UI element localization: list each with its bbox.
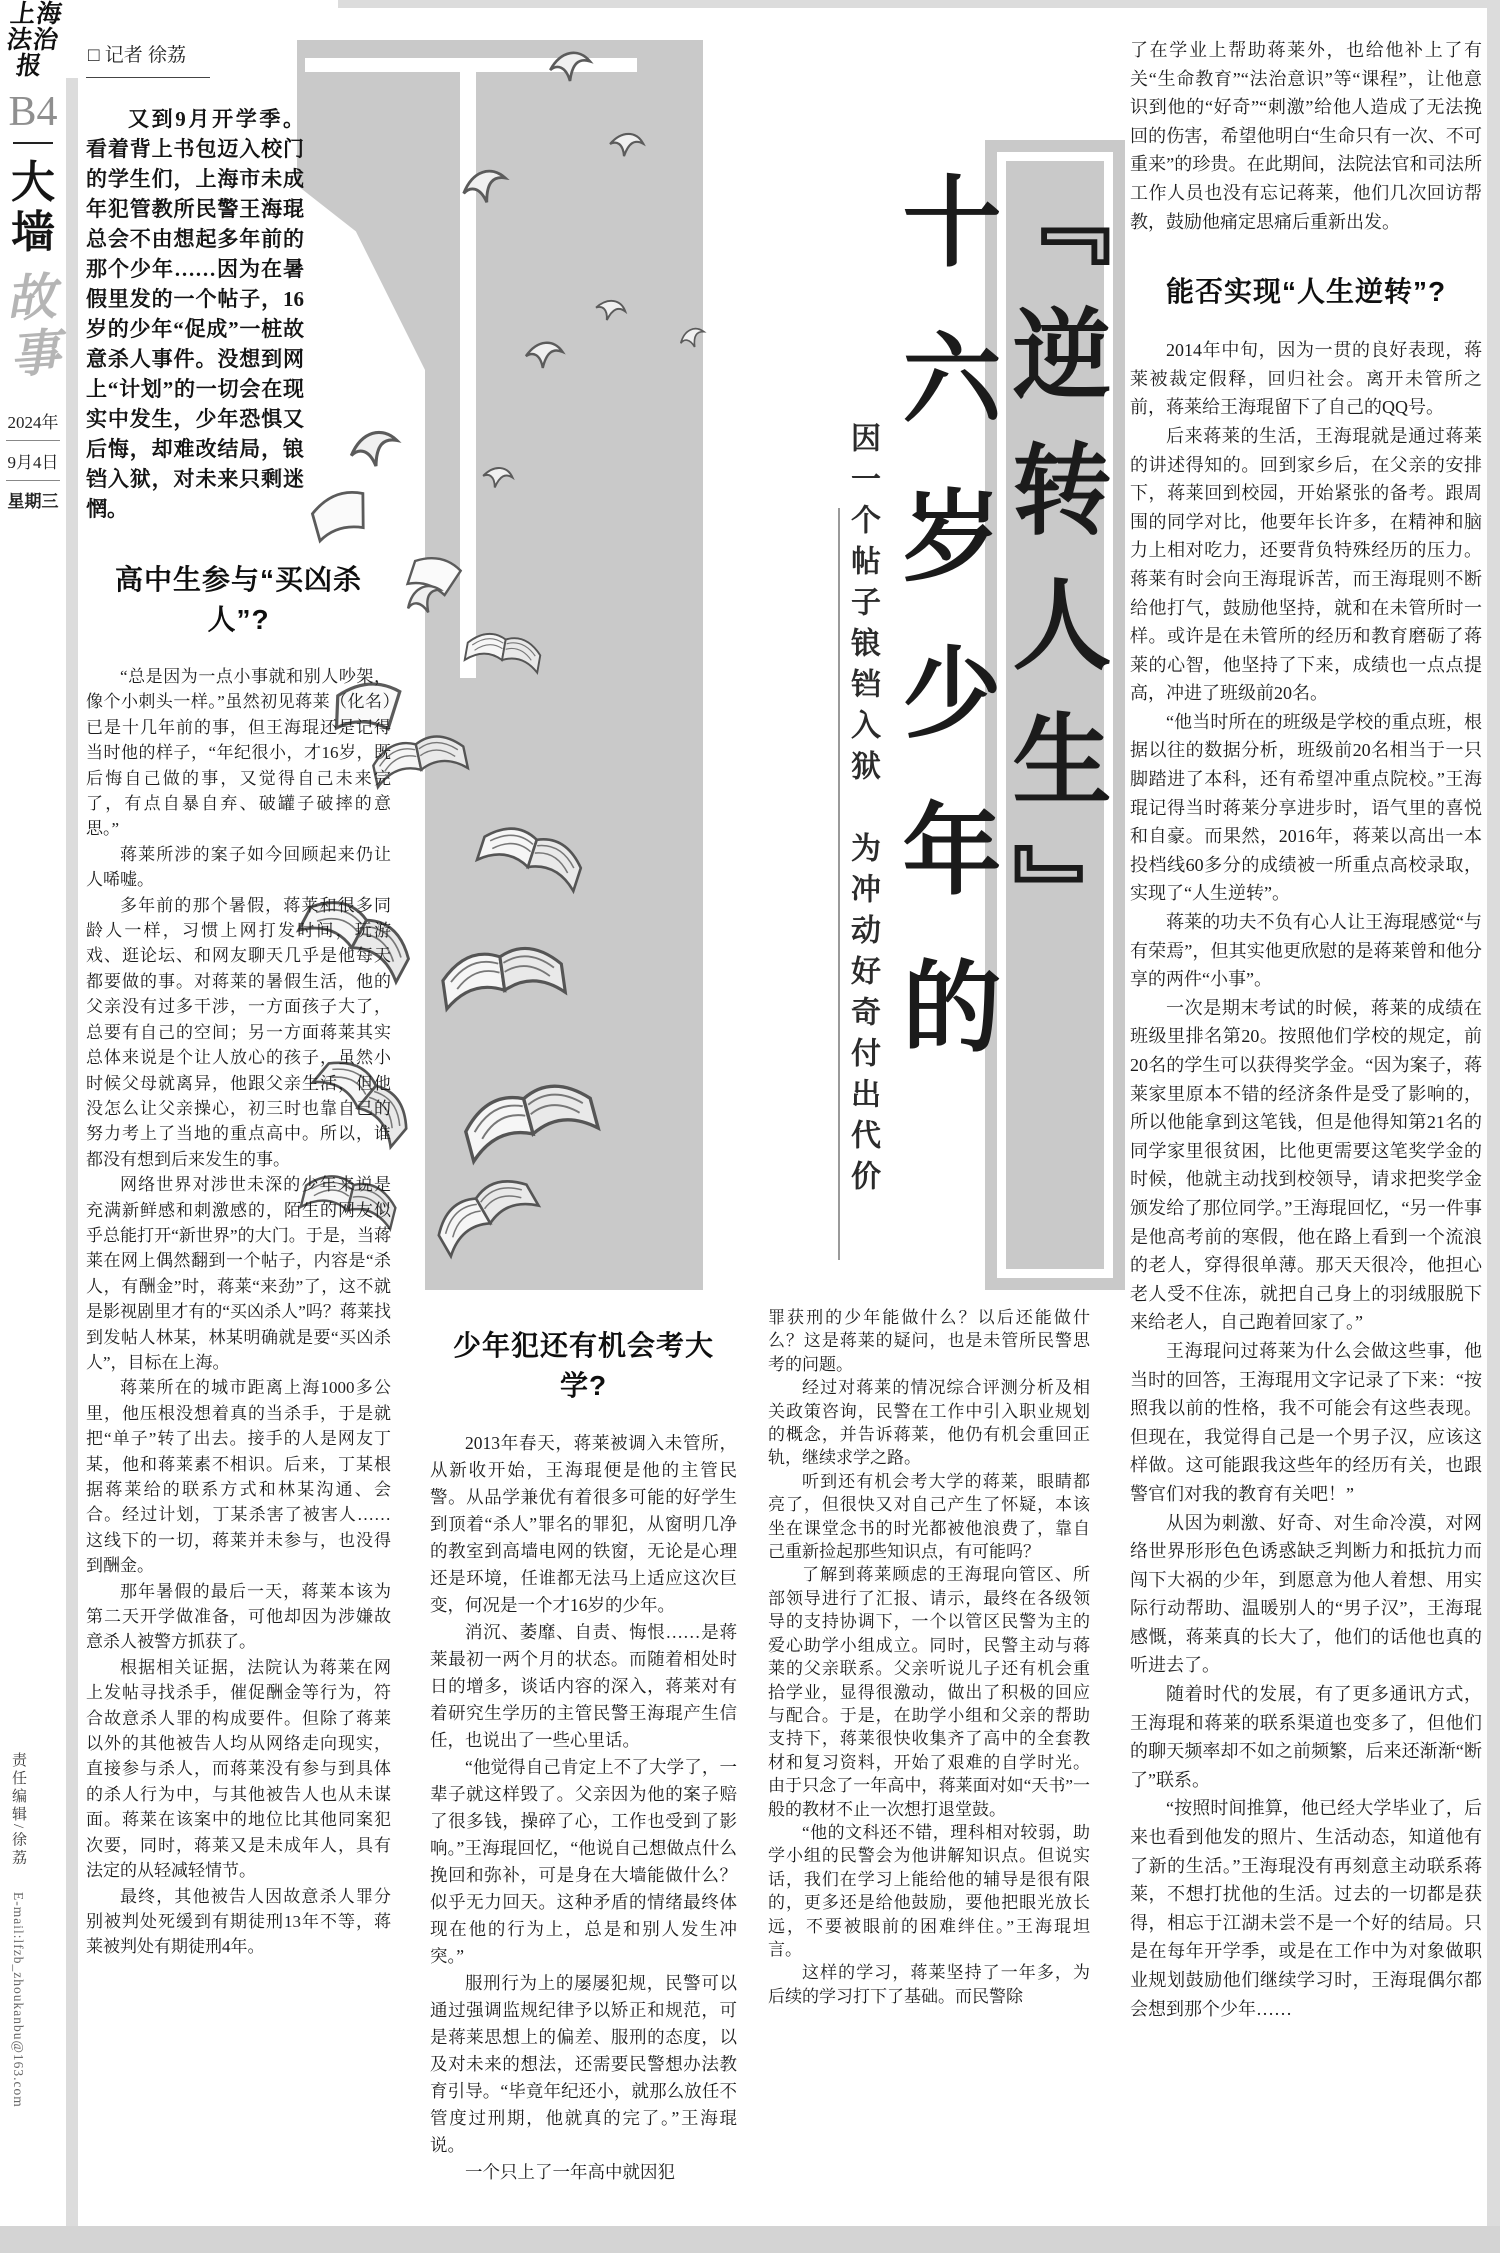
- page-edge-bottom: [0, 2226, 1500, 2253]
- paragraph: 了解到蒋莱顾虑的王海琨向管区、所部领导进行了汇报、请示，最终在各级领导的支持协调下，一个以管区民警为主的爱心助学小组成立。同时，民警主动与蒋莱的父亲联系。父亲听说儿子还有机会重拾学业，显得很激动，做出了积极的回应与配合。于是，在助学小组和父亲的帮助支持下，蒋莱很快收集齐了高中的全套教材和复习资料，开始了艰难的自学时光。由于只念了一年高中，蒋莱面对如“天书”一般的教材不止一次想打退堂鼓。: [768, 1565, 1090, 1819]
- paragraph: 蒋莱的功夫不负有心人让王海琨感觉“与有荣焉”，但其实他更欣慰的是蒋莱曾和他分享的两件“小事”。: [1130, 912, 1482, 990]
- date-year: 2024年: [7, 413, 59, 432]
- column-2: [430, 1306, 737, 2230]
- paragraph: 后来蒋莱的生活，王海琨就是通过蒋莱的讲述得知的。回到家乡后，在父亲的安排下，蒋莱回到校园，开始紧张的备考。跟周围的同学对比，他要年长许多，在精神和脑力上相对吃力，还要背负特殊经历的压力。蒋莱有时会向王海琨诉苦，而王海琨则不断给他打气，鼓励他坚持，就和在未管所时一样。或许是在未管所的经历和教育磨砺了蒋莱的心智，他坚持了下来，成绩也一点点提高，冲进了班级前20名。: [1130, 425, 1482, 704]
- paragraph: 2014年中旬，因为一贯的良好表现，蒋莱被裁定假释，回归社会。离开未管所之前，蒋莱给王海琨留下了自己的QQ号。: [1130, 340, 1482, 418]
- date-day: 9月4日: [7, 453, 59, 472]
- paragraph: 消沉、萎靡、自责、悔恨……是蒋莱最初一两个月的状态。而随着相处时日的增多，谈话内容的深入，蒋莱对有着研究生学历的主管民警王海琨产生信任，也说出了一些心里话。: [430, 1622, 737, 1750]
- paragraph: 罪获刑的少年能做什么？以后还能做什么？这是蒋莱的疑问，也是未管所民警思考的问题。: [768, 1308, 1090, 1374]
- weekday: 星期三: [7, 492, 59, 511]
- paragraph: 蒋莱所在的城市距离上海1000多公里，他压根没想着真的当杀手，于是就把“单子”转了出去。接手的人是网友丁某，他和蒋莱素不相识。后来，丁某根据蒋莱给的联系方式和林某沟通、会合。经过计划，丁某杀害了被害人……这线下的一切，蒋莱并未参与，也没得到酬金。: [86, 1378, 391, 1576]
- paragraph: 随着时代的发展，有了更多通讯方式，王海琨和蒋莱的联系渠道也变多了，但他们的聊天频率却不如之前频繁，后来还渐渐“断了”联系。: [1130, 1684, 1482, 1790]
- date-rule: [6, 440, 60, 441]
- paragraph: “他的文科还不错，理科相对较弱，助学小组的民警会为他讲解知识点。但说实话，我们在学习上能给他的辅导是很有限的，更多还是给他鼓励，要他把眼光放长远，不要被眼前的困难绊住。”王海琨坦言。: [768, 1822, 1090, 1959]
- editor-credit: 责任编辑/徐荔: [10, 1752, 26, 1868]
- paragraph: 多年前的那个暑假，蒋莱和很多同龄人一样，习惯上网打发时间，玩游戏、逛论坛、和网友聊天几乎是他每天都要做的事。对蒋莱的暑假生活，他的父亲没有过多干涉，一方面孩子大了，总要有自己的空间；另一方面蒋莱其实总体来说是个让人放心的孩子，虽然小时候父母就离异，他跟父亲生活，但他没怎么让父亲操心，初三时也靠自己的努力考上了当地的重点高中。所以，谁都没有想到后来发生的事。: [86, 895, 391, 1169]
- section-title-script: 故事: [4, 268, 62, 384]
- paragraph: 网络世界对涉世未深的少年来说是充满新鲜感和刺激感的，陌生的网友似乎总能打开“新世界”的大门。于是，当蒋莱在网上偶然翻到一个帖子，内容是“杀人，有酬金”时，蒋莱“来劲”了，这不就是影视剧里才有的“买凶杀人”吗？蒋莱找到发帖人林某，林某明确就是要“买凶杀人”，目标在上海。: [86, 1175, 391, 1372]
- paragraph: 2013年春天，蒋莱被调入未管所，从新收开始，王海琨便是他的主管民警。从品学兼优有着很多可能的好学生到顶着“杀人”罪名的罪犯，从窗明几净的教室到高墙电网的铁窗，无论是心理还是环境，任谁都无法马上适应这次巨变，何况是一个才16岁的少年。: [430, 1433, 737, 1615]
- paragraph: 服刑行为上的屡屡犯规，民警可以通过强调监规纪律予以矫正和规范，可是蒋莱思想上的偏差、服刑的态度，以及对未来的想法，还需要民警想办法教育引导。“毕竟年纪还小，就那么放任不管度过刑期，他就真的完了。”王海琨说。: [430, 1973, 737, 2155]
- editor-email: E-mail:lfzb_zhoukanbu@163.com: [11, 1891, 26, 2108]
- column-3: [768, 1306, 1090, 2230]
- paragraph: “他觉得自己肯定上不了大学了，一辈子就这样毁了。父亲因为他的案子赔了很多钱，操碎了心，工作也受到了影响。”王海琨回忆，“他说自己想做点什么挽回和弥补，可是身在大墙能做什么？似乎无力回天。这种矛盾的情绪最终体现在他的行为上，总是和别人发生冲突。”: [430, 1757, 737, 1966]
- paragraph: 听到还有机会考大学的蒋莱，眼睛都亮了，但很快又对自己产生了怀疑，本该坐在课堂念书的时光都被他浪费了，靠自己重新捡起那些知识点，有可能吗？: [768, 1471, 1090, 1562]
- paragraph: 蒋莱所涉的案子如今回顾起来仍让人唏嘘。: [86, 844, 391, 890]
- paragraph: “他当时所在的班级是学校的重点班，根据以往的数据分析，班级前20名相当于一只脚踏进了本科，还有希望冲重点院校。”王海琨记得当时蒋莱分享进步时，语气里的喜悦和自豪。而果然，2016年，蒋莱以高出一本投档线60多分的成绩被一所重点高校录取，实现了“人生逆转”。: [1130, 711, 1482, 904]
- date-block: [0, 404, 66, 512]
- date-rule: [6, 480, 60, 481]
- byline: □ 记者 徐荔: [86, 36, 210, 78]
- section3-heading: 能否实现“人生逆转”?: [1165, 276, 1447, 308]
- paragraph: 根据相关证据，法院认为蒋莱在网上发帖寻找杀手，催促酬金等行为，符合故意杀人罪的构成要件。但除了蒋莱以外的其他被告人均从网络走向现实，直接参与杀人，而蒋莱没有参与到具体的杀人行为中，与其他被告人也从未谋面。蒋莱在该案中的地位比其他同案犯次要，同时，蒋莱又是未成年人，具有法定的从轻减轻情节。: [86, 1657, 391, 1881]
- column-1: [86, 36, 391, 2031]
- headline-main-top: 十六岁少年的: [888, 170, 997, 1112]
- paper-logo: 上海法治报: [5, 1, 65, 80]
- paragraph: 这样的学习，蒋莱坚持了一年多，为后续的学习打下了基础。而民警除: [768, 1963, 1090, 2006]
- paragraph: 王海琨问过蒋莱为什么会做这些事，他当时的回答，王海琨用文字记录了下来：“按照我以前的性格，我不可能会有这些表现。但现在，我觉得自己是一个男子汉，应该这样做。这可能跟我这些年的经历有关，也跟警官们对我的教育有关吧！”: [1130, 1340, 1482, 1504]
- paragraph: 经过对蒋莱的情况综合评测分析及相关政策咨询，民警在工作中引入职业规划的概念，并告诉蒋莱，他仍有机会重回正轨，继续求学之路。: [768, 1378, 1090, 1468]
- lead-paragraph: 又到9月开学季。看着背上书包迈入校门的学生们，上海市未成年犯管教所民警王海琨总会不由想起多年前的那个少年……因为在暑假里发的一个帖子，16岁的少年“促成”一桩故意杀人事件。没想到网上“计划”的一切会在现实中发生，少年恐惧又后悔，却难改结局，锒铛入狱，对未来只剩迷惘。: [86, 107, 304, 521]
- paragraph: “按照时间推算，他已经大学毕业了，后来也看到他发的照片、生活动态，知道他有了新的生活。”王海琨没有再刻意主动联系蒋莱，不想打扰他的生活。过去的一切都是获得，相忘于江湖未尝不是一个好的结局。只是在每年开学季，或是在工作中为对象做职业规划鼓励他们继续学习时，王海琨偶尔都会想到那个少年……: [1130, 1798, 1482, 2019]
- paragraph: “总是因为一点小事就和别人吵架，像个小刺头一样。”虽然初见蒋莱（化名）已是十几年前的事，但王海琨还是记得当时他的样子，“年纪很小，才16岁，既后悔自己做的事，又觉得自己未来完了，有点自暴自弃、破罐子破摔的意思。”: [86, 667, 391, 839]
- page-number: B4: [8, 89, 58, 135]
- section-title: 大墙: [11, 158, 55, 257]
- paragraph: 一个只上了一年高中就因犯: [465, 2162, 675, 2182]
- paragraph: 那年暑假的最后一天，蒋莱本该为第二天开学做准备，可他却因为涉嫌故意杀人被警方抓获了。: [86, 1581, 391, 1652]
- paragraph: 一次是期末考试的时候，蒋莱的成绩在班级里排名第20。按照他们学校的规定，前20名的学生可以获得奖学金。“因为案子，蒋莱家里原本不错的经济条件是受了影响的，所以他能拿到这笔钱，但是他得知第21名的同学家里很贫困，比他更需要这笔奖学金的时候，他就主动找到校领导，请求把奖学金颁发给了那位同学。”王海琨回忆，“另一件事是他高考前的寒假，他在路上看到一个流浪的老人，穿得很单薄。那天天很冷，他担心老人受不住冻，就把自己身上的羽绒服脱下来给老人，自己跑着回家了。”: [1130, 997, 1482, 1333]
- masthead: [0, 0, 66, 512]
- section1-heading: 高中生参与“买凶杀人”?: [114, 564, 362, 635]
- paragraph: 了在学业上帮助蒋莱外，也给他补上了有关“生命教育”“法治意识”等“课程”，让他意识到他的“好奇”“刺激”给他人造成了无法挽回的伤害，希望他明白“生命只有一次、不可重来”的珍贵。在此期间，法院法官和司法所工作人员也没有忘记蒋莱，他们几次回访帮教，鼓励他痛定思痛后重新出发。: [1130, 40, 1482, 232]
- masthead-divider: [66, 78, 78, 2226]
- section2-heading: 少年犯还有机会考大学?: [452, 1330, 714, 1401]
- paragraph: 从因为刺激、好奇、对生命冷漠，对网络世界形形色色诱惑缺乏判断力和抵抗力而闯下大祸的少年，到愿意为他人着想、用实际行动帮助、温暖别人的“男子汉”，王海琨感慨，蒋莱真的长大了，他们的话他也真的听进去了。: [1130, 1512, 1482, 1676]
- page-edge-top: [338, 0, 1500, 8]
- headline-subtitle: 因一个帖子锒铛入狱 为冲动好奇付出代价: [846, 422, 879, 1201]
- column-4: [1130, 36, 1482, 2230]
- page-edge-right: [1487, 0, 1500, 2253]
- edge-footer: [8, 1752, 29, 2232]
- paragraph: 最终，其他被告人因故意杀人罪分别被判处死缓到有期徒刑13年不等，蒋莱被判处有期徒刑4年。: [86, 1886, 391, 1957]
- page-number-rule: [13, 142, 53, 144]
- headline-main-bottom: 『逆转人生』: [998, 168, 1107, 978]
- subtitle-rule: [838, 508, 840, 1260]
